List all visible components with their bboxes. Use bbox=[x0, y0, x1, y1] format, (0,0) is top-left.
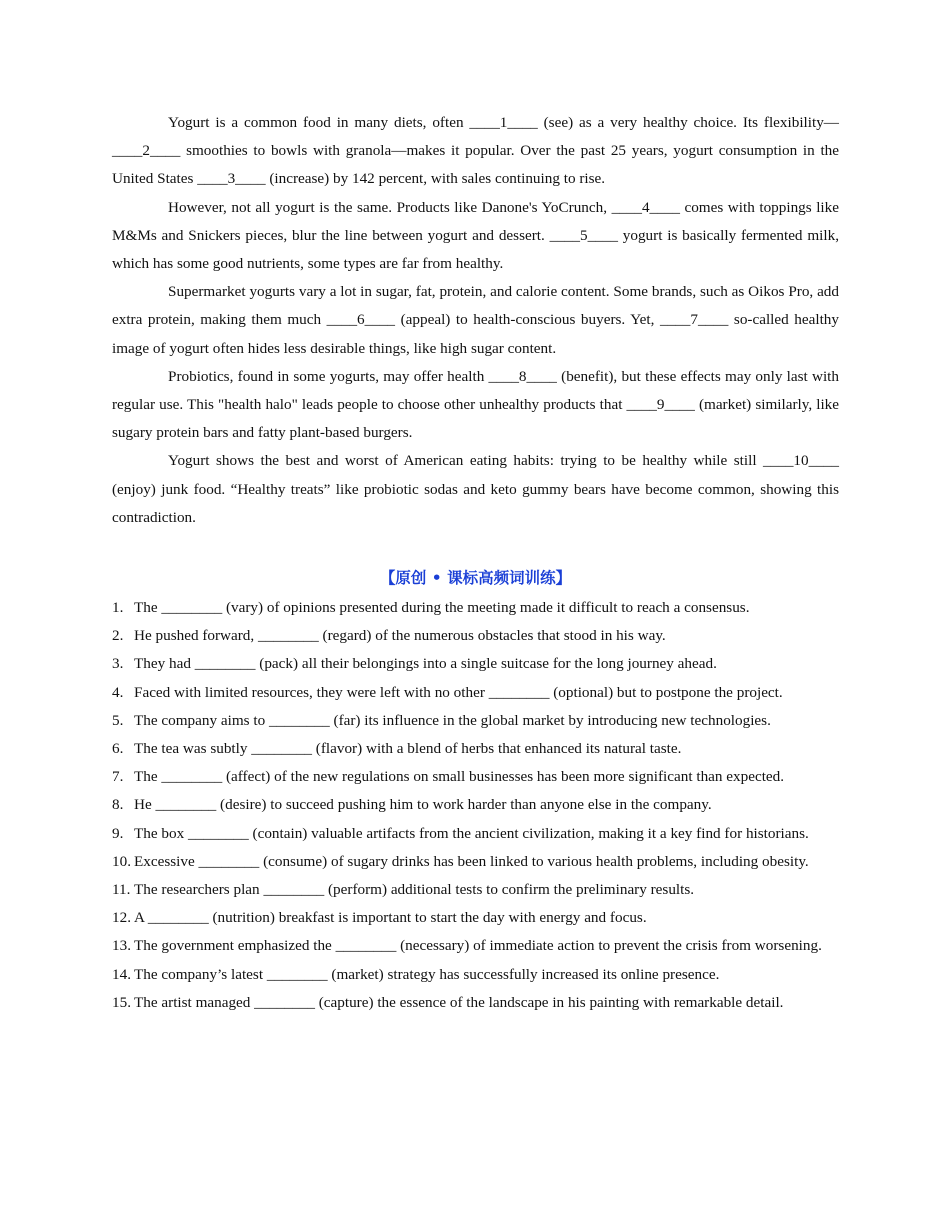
exercise-text: They had ________ (pack) all their belongings into a single suitcase for the long journey ahead. bbox=[134, 655, 717, 673]
exercise-number: 14. bbox=[112, 965, 131, 983]
exercise-list bbox=[112, 594, 839, 1017]
exercise-number: 15. bbox=[112, 993, 131, 1011]
document-page bbox=[112, 109, 839, 1017]
exercise-item bbox=[112, 791, 839, 819]
exercise-item bbox=[112, 848, 839, 876]
exercise-item bbox=[112, 932, 839, 960]
section-title: 【原创 • 课标高频词训练】 bbox=[379, 569, 572, 588]
passage-paragraph: However, not all yogurt is the same. Products like Danone's YoCrunch, ____4____ comes with toppings like M&Ms and Snickers pieces, blur the line between yogurt and dessert. ____5____ yogurt is basically fermented milk, which has some good nutrients, some types are far from healthy. bbox=[112, 198, 839, 273]
exercise-number: 1. bbox=[112, 599, 124, 617]
passage-paragraph: Yogurt shows the best and worst of American eating habits: trying to be healthy while still ____10____ (enjoy) junk food. “Healthy treats” like probiotic sodas and keto gummy bears have become common, showing this contradiction. bbox=[112, 452, 839, 526]
exercise-text: The company’s latest ________ (market) strategy has successfully increased its online presence. bbox=[134, 965, 720, 983]
exercise-number: 5. bbox=[112, 711, 124, 729]
exercise-number: 6. bbox=[112, 740, 124, 758]
exercise-text: The artist managed ________ (capture) the essence of the landscape in his painting with remarkable detail. bbox=[134, 993, 784, 1011]
exercise-item bbox=[112, 876, 839, 904]
exercise-number: 4. bbox=[112, 683, 124, 701]
exercise-text: The company aims to ________ (far) its influence in the global market by introducing new technologies. bbox=[134, 711, 771, 729]
exercise-text: He ________ (desire) to succeed pushing him to work harder than anyone else in the company. bbox=[134, 796, 712, 814]
exercise-item bbox=[112, 763, 839, 791]
exercise-item bbox=[112, 707, 839, 735]
exercise-number: 11. bbox=[112, 881, 131, 899]
exercise-text: He pushed forward, ________ (regard) of the numerous obstacles that stood in his way. bbox=[134, 627, 666, 645]
exercise-text: Excessive ________ (consume) of sugary drinks has been linked to various health problems, including obesity. bbox=[134, 852, 809, 870]
exercise-text: The tea was subtly ________ (flavor) with a blend of herbs that enhanced its natural taste. bbox=[134, 740, 682, 758]
exercise-number: 10. bbox=[112, 852, 131, 870]
exercise-item bbox=[112, 735, 839, 763]
exercise-number: 2. bbox=[112, 627, 124, 645]
exercise-item bbox=[112, 650, 839, 678]
exercise-number: 8. bbox=[112, 796, 124, 814]
exercise-number: 3. bbox=[112, 655, 124, 673]
exercise-number: 9. bbox=[112, 824, 124, 842]
exercise-item bbox=[112, 904, 839, 932]
exercise-item bbox=[112, 961, 839, 989]
exercise-item bbox=[112, 820, 839, 848]
exercise-text: The ________ (vary) of opinions presented during the meeting made it difficult to reach a consensus. bbox=[134, 599, 750, 617]
exercise-item bbox=[112, 989, 839, 1017]
exercise-text: The researchers plan ________ (perform) additional tests to confirm the preliminary results. bbox=[134, 881, 695, 899]
exercise-item bbox=[112, 679, 839, 707]
exercise-text: A ________ (nutrition) breakfast is important to start the day with energy and focus. bbox=[134, 909, 647, 927]
exercise-number: 12. bbox=[112, 909, 131, 927]
exercise-number: 7. bbox=[112, 768, 124, 786]
passage-paragraph: Probiotics, found in some yogurts, may offer health ____8____ (benefit), but these effects may only last with regular use. This "health halo" leads people to choose other unhealthy products that ____9____ (market) similarly, like sugary protein bars and fatty plant-based burgers. bbox=[112, 367, 839, 442]
passage-paragraph: Supermarket yogurts vary a lot in sugar, fat, protein, and calorie content. Some brands, such as Oikos Pro, add extra protein, making them much ____6____ (appeal) to health-conscious buyers. Yet, ____7____ so-called healthy image of yogurt often hides less desirable things, like high sugar content. bbox=[112, 283, 839, 357]
passage-paragraph: Yogurt is a common food in many diets, often ____1____ (see) as a very healthy choice. Its flexibility—____2____ smoothies to bowls with granola—makes it popular. Over the past 25 years, yogurt consumption in the United States ____3____ (increase) by 142 percent, with sales continuing to rise. bbox=[112, 114, 839, 188]
exercise-text: The box ________ (contain) valuable artifacts from the ancient civilization, making it a key find for historians. bbox=[134, 824, 809, 842]
exercise-number: 13. bbox=[112, 937, 131, 955]
reading-passage bbox=[112, 109, 839, 532]
exercise-item bbox=[112, 594, 839, 622]
exercise-text: The ________ (affect) of the new regulations on small businesses has been more significant than expected. bbox=[134, 768, 785, 786]
exercise-text: The government emphasized the ________ (necessary) of immediate action to prevent the crisis from worsening. bbox=[134, 937, 822, 955]
exercise-item bbox=[112, 622, 839, 650]
exercise-text: Faced with limited resources, they were left with no other ________ (optional) but to postpone the project. bbox=[134, 683, 783, 701]
